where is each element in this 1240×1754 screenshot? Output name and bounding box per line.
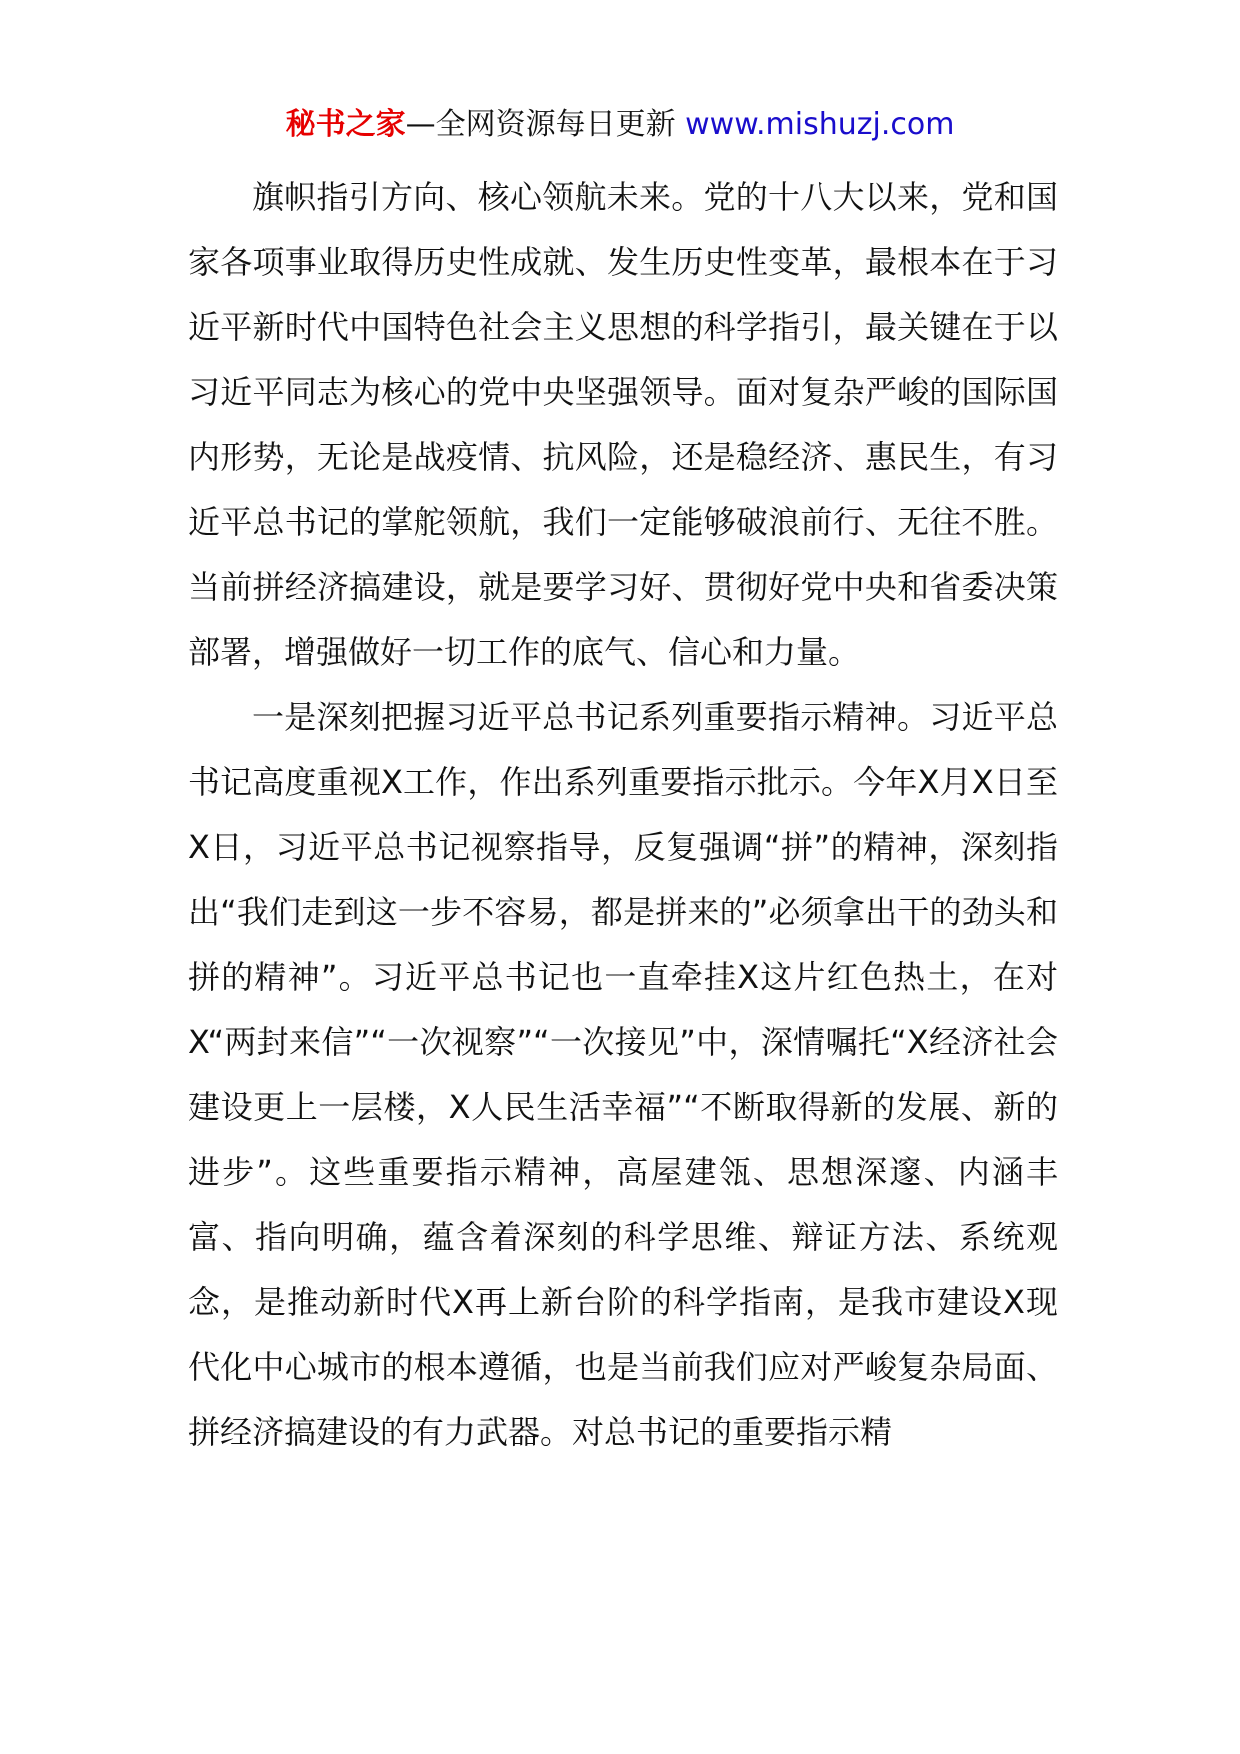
site-url-link[interactable]: www.mishuzj.com	[685, 107, 955, 142]
site-header	[0, 100, 1240, 150]
paragraph-point-one: 一是深刻把握习近平总书记系列重要指示精神。习近平总书记高度重视X工作，作出系列重要指示批示。今年X月X日至X日，习近平总书记视察指导，反复强调“拼”的精神，深刻指出“我们走到这一步不容易，都是拼来的”必须拿出干的劲头和拼的精神”。习近平总书记也一直牵挂X这片红色热土，在对X“两封来信”“一次视察”“一次接见”中，深情嘱托“X经济社会建设更上一层楼，X人民生活幸福”“不断取得新的发展、新的进步”。这些重要指示精神，高屋建瓴、思想深邃、内涵丰富、指向明确，蕴含着深刻的科学思维、辩证方法、系统观念，是推动新时代X再上新台阶的科学指南，是我市建设X现代化中心城市的根本遵循，也是当前我们应对严峻复杂局面、拼经济搞建设的有力武器。对总书记的重要指示精	[188, 698, 1058, 1451]
document-body	[188, 165, 1058, 1465]
site-slogan: —全网资源每日更新	[405, 107, 676, 142]
site-brand: 秘书之家	[285, 107, 406, 142]
paragraph-intro: 旗帜指引方向、核心领航未来。党的十八大以来，党和国家各项事业取得历史性成就、发生历史性变革，最根本在于习近平新时代中国特色社会主义思想的科学指引，最关键在于以习近平同志为核心的党中央坚强领导。面对复杂严峻的国际国内形势，无论是战疫情、抗风险，还是稳经济、惠民生，有习近平总书记的掌舵领航，我们一定能够破浪前行、无往不胜。当前拼经济搞建设，就是要学习好、贯彻好党中央和省委决策部署，增强做好一切工作的底气、信心和力量。	[188, 178, 1058, 671]
